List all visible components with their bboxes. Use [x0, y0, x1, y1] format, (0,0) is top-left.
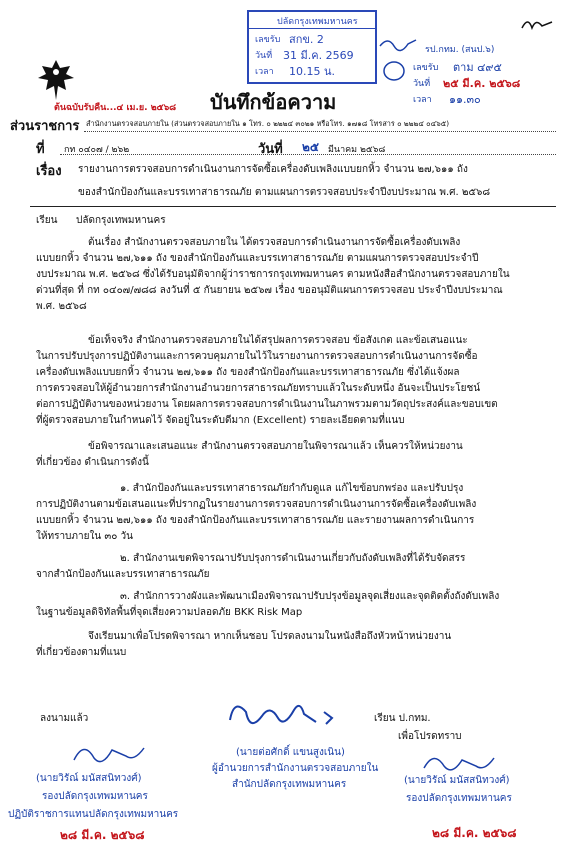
closing-line: จึงเรียนมาเพื่อโปรดพิจารณา หากเห็นชอบ โปรดลงนามในหนังสือถึงหัวหน้าหน่วยงาน: [88, 631, 452, 642]
center-position-1: ผู้อำนวยการสำนักงานตรวจสอบภายใน: [212, 763, 379, 774]
item1-line: ๑. สำนักป้องกันและบรรเทาสาธารณภัยกำกับดูแล แก้ไขข้อบกพร่อง และปรับปรุง: [120, 483, 464, 494]
p2-line: ข้อเท็จจริง สำนักงานตรวจสอบภายในได้สรุปผลการตรวจสอบ ข้อสังเกต และข้อเสนอแนะ: [88, 335, 468, 346]
right-to: เรียน ป.กทม.: [374, 713, 431, 724]
stamp2-date-value: ๒๕ มี.ค. ๒๕๖๘: [443, 77, 521, 90]
item3-line: ๓. สำนักการวางผังและพัฒนาเมืองพิจารณาปรับปรุงข้อมูลจุดเสี่ยงและจุดติดตั้งถังดับเพลิง: [120, 591, 500, 602]
circle-mark-icon: [382, 60, 406, 82]
ref-value: กท ๐๔๐๗ / ๒๖๒: [64, 145, 130, 155]
closing-line: ที่เกี่ยวข้องตามที่แนบ: [36, 647, 127, 658]
center-position-2: สำนักปลัดกรุงเทพมหานคร: [232, 779, 347, 790]
stamp-time-value: 10.15 น.: [289, 65, 336, 78]
signed-label: ลงนามแล้ว: [40, 713, 89, 724]
agency-underline: [84, 131, 556, 132]
subject-label: เรื่อง: [36, 164, 62, 179]
item1-line: แบบยกหิ้ว จำนวน ๒๗,๖๑๑ ถัง ของสำนักป้องกันและบรรเทาสาธารณภัย และรายงานผลการดำเนินการ: [36, 515, 475, 526]
date-label: วันที่: [258, 142, 283, 157]
item1-line: ให้ทราบภายใน ๓๐ วัน: [36, 531, 133, 542]
left-position-1: รองปลัดกรุงเทพมหานคร: [42, 791, 148, 802]
item3-line: ในฐานข้อมูลดิจิทัลพื้นที่จุดเสี่ยงความปลอดภัย BKK Risk Map: [36, 607, 303, 618]
stamp2-time-label: เวลา: [413, 95, 432, 105]
date-day: ๒๕: [302, 140, 319, 154]
stamp2-time-value: ๑๑.๓๐: [449, 93, 481, 106]
agency-value: สำนักงานตรวจสอบภายใน (ส่วนตรวจสอบภายใน ๑ โทร. ๐ ๒๒๒๔ ๓๐๒๑ หรือโทร. ๑๗๑๘ โทรสาร ๐ ๒๒๒๔ ๐๔๖๕): [86, 119, 450, 128]
ref-underline: [60, 154, 556, 155]
left-name: (นายวิรัณ์ มนัสสนิทวงศ์): [36, 773, 142, 784]
p3-line: ที่เกี่ยวข้อง ดำเนินการดังนี้: [36, 457, 149, 468]
director-signature-icon: [224, 692, 354, 738]
stamp-date-value: 31 มี.ค. 2569: [283, 49, 354, 62]
p1-line: พ.ศ. ๒๕๖๘: [36, 301, 87, 312]
p2-line: ต่อการปฏิบัติงานของหน่วยงาน โดยผลการตรวจสอบการดำเนินงานในภาพรวมตามวัตถุประสงค์และขอบเขต: [36, 399, 498, 410]
p1-line: ต้นเรื่อง สำนักงานตรวจสอบภายใน ได้ตรวจสอบการดำเนินงานการจัดซื้อเครื่องดับเพลิง: [88, 237, 461, 248]
receipt-stamp: [247, 10, 377, 84]
stamp-org: ปลัดกรุงเทพมหานคร: [277, 17, 358, 27]
to-value: ปลัดกรุงเทพมหานคร: [76, 215, 166, 226]
handwritten-mark-icon: [378, 34, 418, 54]
right-purpose: เพื่อโปรดทราบ: [398, 731, 462, 742]
left-position-2: ปฏิบัติราชการแทนปลัดกรุงเทพมหานคร: [8, 809, 179, 820]
subject-line2: ของสำนักป้องกันและบรรเทาสาธารณภัย ตามแผนการตรวจสอบประจำปีงบประมาณ พ.ศ. ๒๕๖๘: [78, 187, 491, 198]
stamp2-no-label: เลขรับ: [413, 63, 439, 73]
agency-label: ส่วนราชการ: [10, 119, 80, 134]
left-signature-icon: [70, 736, 150, 770]
stamp-no-value: สกข. 2: [289, 33, 324, 46]
ref-label: ที่: [36, 142, 45, 157]
initials-mark-icon: [520, 14, 554, 34]
department-stamp: [413, 36, 559, 106]
header-divider: [30, 206, 556, 207]
stamp-no-label: เลขรับ: [255, 35, 281, 45]
to-label: เรียน: [36, 215, 58, 226]
p2-line: การตรวจสอบให้ผู้อำนวยการสำนักงานอำนวยการสาธารณภัยทราบแล้วในระดับหนึ่ง อันจะเป็นประโยชน์: [36, 383, 481, 394]
right-position-1: รองปลัดกรุงเทพมหานคร: [406, 793, 512, 804]
subject-line1: รายงานการตรวจสอบการดำเนินงานการจัดซื้อเครื่องดับเพลิงแบบยกหิ้ว จำนวน ๒๗,๖๑๑ ถัง: [78, 164, 468, 175]
p1-line: งบประมาณ พ.ศ. ๒๕๖๘ ซึ่งได้รับอนุมัติจากผู้ว่าราชการกรุงเทพมหานคร ตามหนังสือสำนักงานตรวจสอบภายใน: [36, 269, 510, 280]
stamp2-date-label: วันที่: [413, 79, 431, 89]
center-name: (นายต่อศักดิ์ แขนสูงเนิน): [236, 747, 345, 758]
stamp-time-label: เวลา: [255, 67, 274, 77]
page-title: บันทึกข้อความ: [210, 90, 337, 114]
p1-line: แบบยกหิ้ว จำนวน ๒๗,๖๑๑ ถัง ของสำนักป้องกันและบรรเทาสาธารณภัย ตามแผนการตรวจสอบประจำปี: [36, 253, 479, 264]
right-date: ๒๘ มี.ค. ๒๕๖๘: [432, 826, 517, 840]
stamp2-no-value: ตาม ๔๙๕: [453, 61, 502, 74]
p2-line: ในการปรับปรุงการปฏิบัติงานและการควบคุมภายในไว้ในรายงานการตรวจสอบการดำเนินงานการจัดซื้อ: [36, 351, 478, 362]
item2-line: จากสำนักป้องกันและบรรเทาสาธารณภัย: [36, 569, 210, 580]
p3-line: ข้อพิจารณาและเสนอแนะ สำนักงานตรวจสอบภายในพิจารณาแล้ว เห็นควรให้หน่วยงาน: [88, 441, 463, 452]
garuda-emblem-icon: [36, 58, 76, 102]
right-name: (นายวิรัณ์ มนัสสนิทวงศ์): [404, 775, 510, 786]
stamp2-line1: รป.กทม. (สนป.๖): [425, 45, 495, 55]
item1-line: การปฏิบัติงานตามข้อเสนอแนะที่ปรากฏในรายงานการตรวจสอบการดำเนินงานการจัดซื้อเครื่องดับเพลิง: [36, 499, 477, 510]
p1-line: ด่วนที่สุด ที่ กท ๐๔๐๗/๗๘๘ ลงวันที่ ๕ กันยายน ๒๕๖๗ เรื่อง ขออนุมัติแผนการตรวจสอบ ประจำปีงบประมาณ: [36, 285, 503, 296]
item2-line: ๒. สำนักงานเขตพิจารณาปรับปรุงการดำเนินงานเกี่ยวกับถังดับเพลิงที่ได้รับจัดสรร: [120, 553, 466, 564]
p2-line: เครื่องดับเพลิงแบบยกหิ้ว จำนวน ๒๗,๖๑๑ ถัง ของสำนักป้องกันและบรรเทาสาธารณภัย ซึ่งได้แจ้งผล: [36, 367, 460, 378]
p2-line: ที่ผู้ตรวจสอบภายในกำหนดไว้ จัดอยู่ในระดับดีมาก (Excellent) รายละเอียดตามที่แนบ: [36, 415, 405, 426]
date-value: มีนาคม ๒๕๖๘: [328, 145, 386, 155]
left-date: ๒๘ มี.ค. ๒๕๖๘: [60, 828, 145, 842]
stamp-date-label: วันที่: [255, 51, 273, 61]
returned-stamp: ต้นฉบับรับคืน...๔ เม.ย. ๒๕๖๘: [54, 103, 177, 113]
